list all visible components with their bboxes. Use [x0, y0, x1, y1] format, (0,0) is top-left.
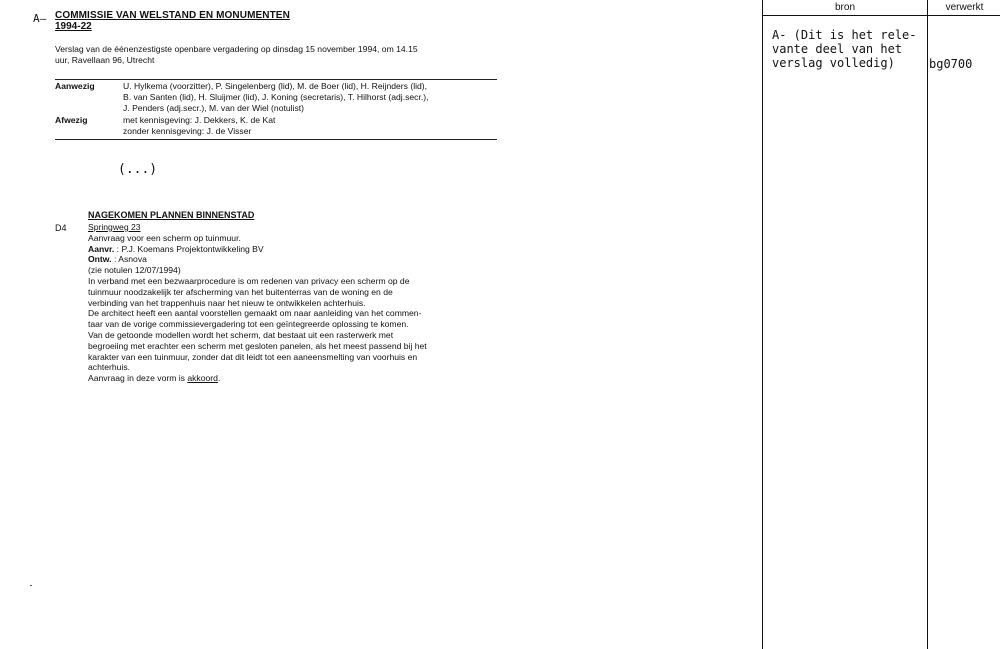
meeting-description: [55, 44, 505, 66]
item-address: Springweg 23: [88, 222, 141, 232]
applicant-row: [88, 244, 488, 255]
reference-note: (zie notulen 12/07/1994): [88, 265, 181, 276]
absent-line: zonder kennisgeving: J. de Visser: [123, 126, 252, 136]
bron-column-rule: [762, 0, 763, 649]
present-line: J. Penders (adj.secr.), M. van der Wiel (notulist): [123, 102, 305, 113]
section-title: NAGEKOMEN PLANNEN BINNENSTAD: [88, 210, 255, 220]
paragraph-line: De architect heeft een aantal voorstellen gemaakt om naar aanleiding van het commen-: [88, 308, 422, 319]
paragraph-line: begroeiing met erachter een scherm met gesloten panelen, als het meest passend bij het: [88, 340, 427, 351]
item-body: [88, 222, 488, 384]
verwerkt-header: verwerkt: [945, 2, 984, 13]
design-label: Ontw.: [88, 254, 112, 265]
item-code: D4: [55, 223, 67, 233]
paragraph-line: karakter van een tuinmuur, zonder dat dit leidt tot een aaneensmelting van voorhuis en: [88, 351, 418, 362]
report-number: 1994-22: [55, 21, 92, 32]
design-value: : Asnova: [113, 254, 147, 265]
verwerkt-column-rule: [927, 0, 928, 649]
bron-note: A- (Dit is het rele- vante deel van het verslag volledig): [772, 28, 917, 70]
paragraph-line: tuinmuur noodzakelijk ter afscherming van het buitenterras van de woning en de: [88, 286, 393, 297]
item-request: Aanvraag voor een scherm op tuinmuur.: [88, 232, 241, 243]
conclusion-prefix: Aanvraag in deze vorm is: [88, 373, 188, 384]
present-line: U. Hylkema (voorzitter), P. Singelenberg (lid), M. de Boer (lid), H. Reijnders (lid),: [123, 81, 428, 91]
meeting-line-2: uur, Ravellaan 96, Utrecht: [55, 55, 155, 65]
ledger-header-rule: [763, 15, 1000, 16]
committee-title: COMMISSIE VAN WELSTAND EN MONUMENTEN: [55, 10, 290, 21]
absent-line: met kennisgeving: J. Dekkers, K. de Kat: [123, 115, 276, 125]
divider-top: [55, 79, 497, 80]
paragraph-line: taar van de vorige commissievergadering tot een geïntegreerde oplossing te komen.: [88, 319, 409, 330]
conclusion: [88, 373, 488, 384]
present-line: B. van Santen (lid), H. Sluijmer (lid), J. Koning (secretaris), T. Hilhorst (adj.secr.),: [123, 91, 429, 102]
conclusion-suffix: .: [217, 373, 221, 384]
applicant-value: : P.J. Koemans Projektontwikkeling BV: [116, 243, 264, 254]
present-label: Aanwezig: [55, 81, 95, 91]
paragraph-line: In verband met een bezwaarprocedure is om redenen van privacy een scherm op de: [88, 275, 410, 286]
paragraph-line: Van de getoonde modellen wordt het scherm, dat bestaat uit een rasterwerk met: [88, 329, 394, 340]
margin-marker: A—: [33, 12, 47, 25]
bron-header: bron: [834, 2, 855, 13]
paragraph-line: verbinding van het trappenhuis naar het nieuw te ontwikkelen achterhuis.: [88, 297, 366, 308]
present-list: [123, 81, 503, 113]
divider-bottom: [55, 139, 497, 140]
absent-label: Afwezig: [55, 115, 88, 125]
omission-mark: (...): [118, 162, 158, 177]
verwerkt-code: bg0700: [929, 57, 973, 71]
applicant-label: Aanvr.: [88, 243, 115, 254]
scan-speck: [30, 585, 32, 586]
conclusion-verdict: akkoord: [187, 373, 218, 384]
paragraph-line: achterhuis.: [88, 362, 131, 373]
meeting-line-1: Verslag van de éénenzestigste openbare vergadering op dinsdag 15 november 1994, om 14.15: [55, 44, 418, 54]
design-row: [88, 254, 488, 265]
